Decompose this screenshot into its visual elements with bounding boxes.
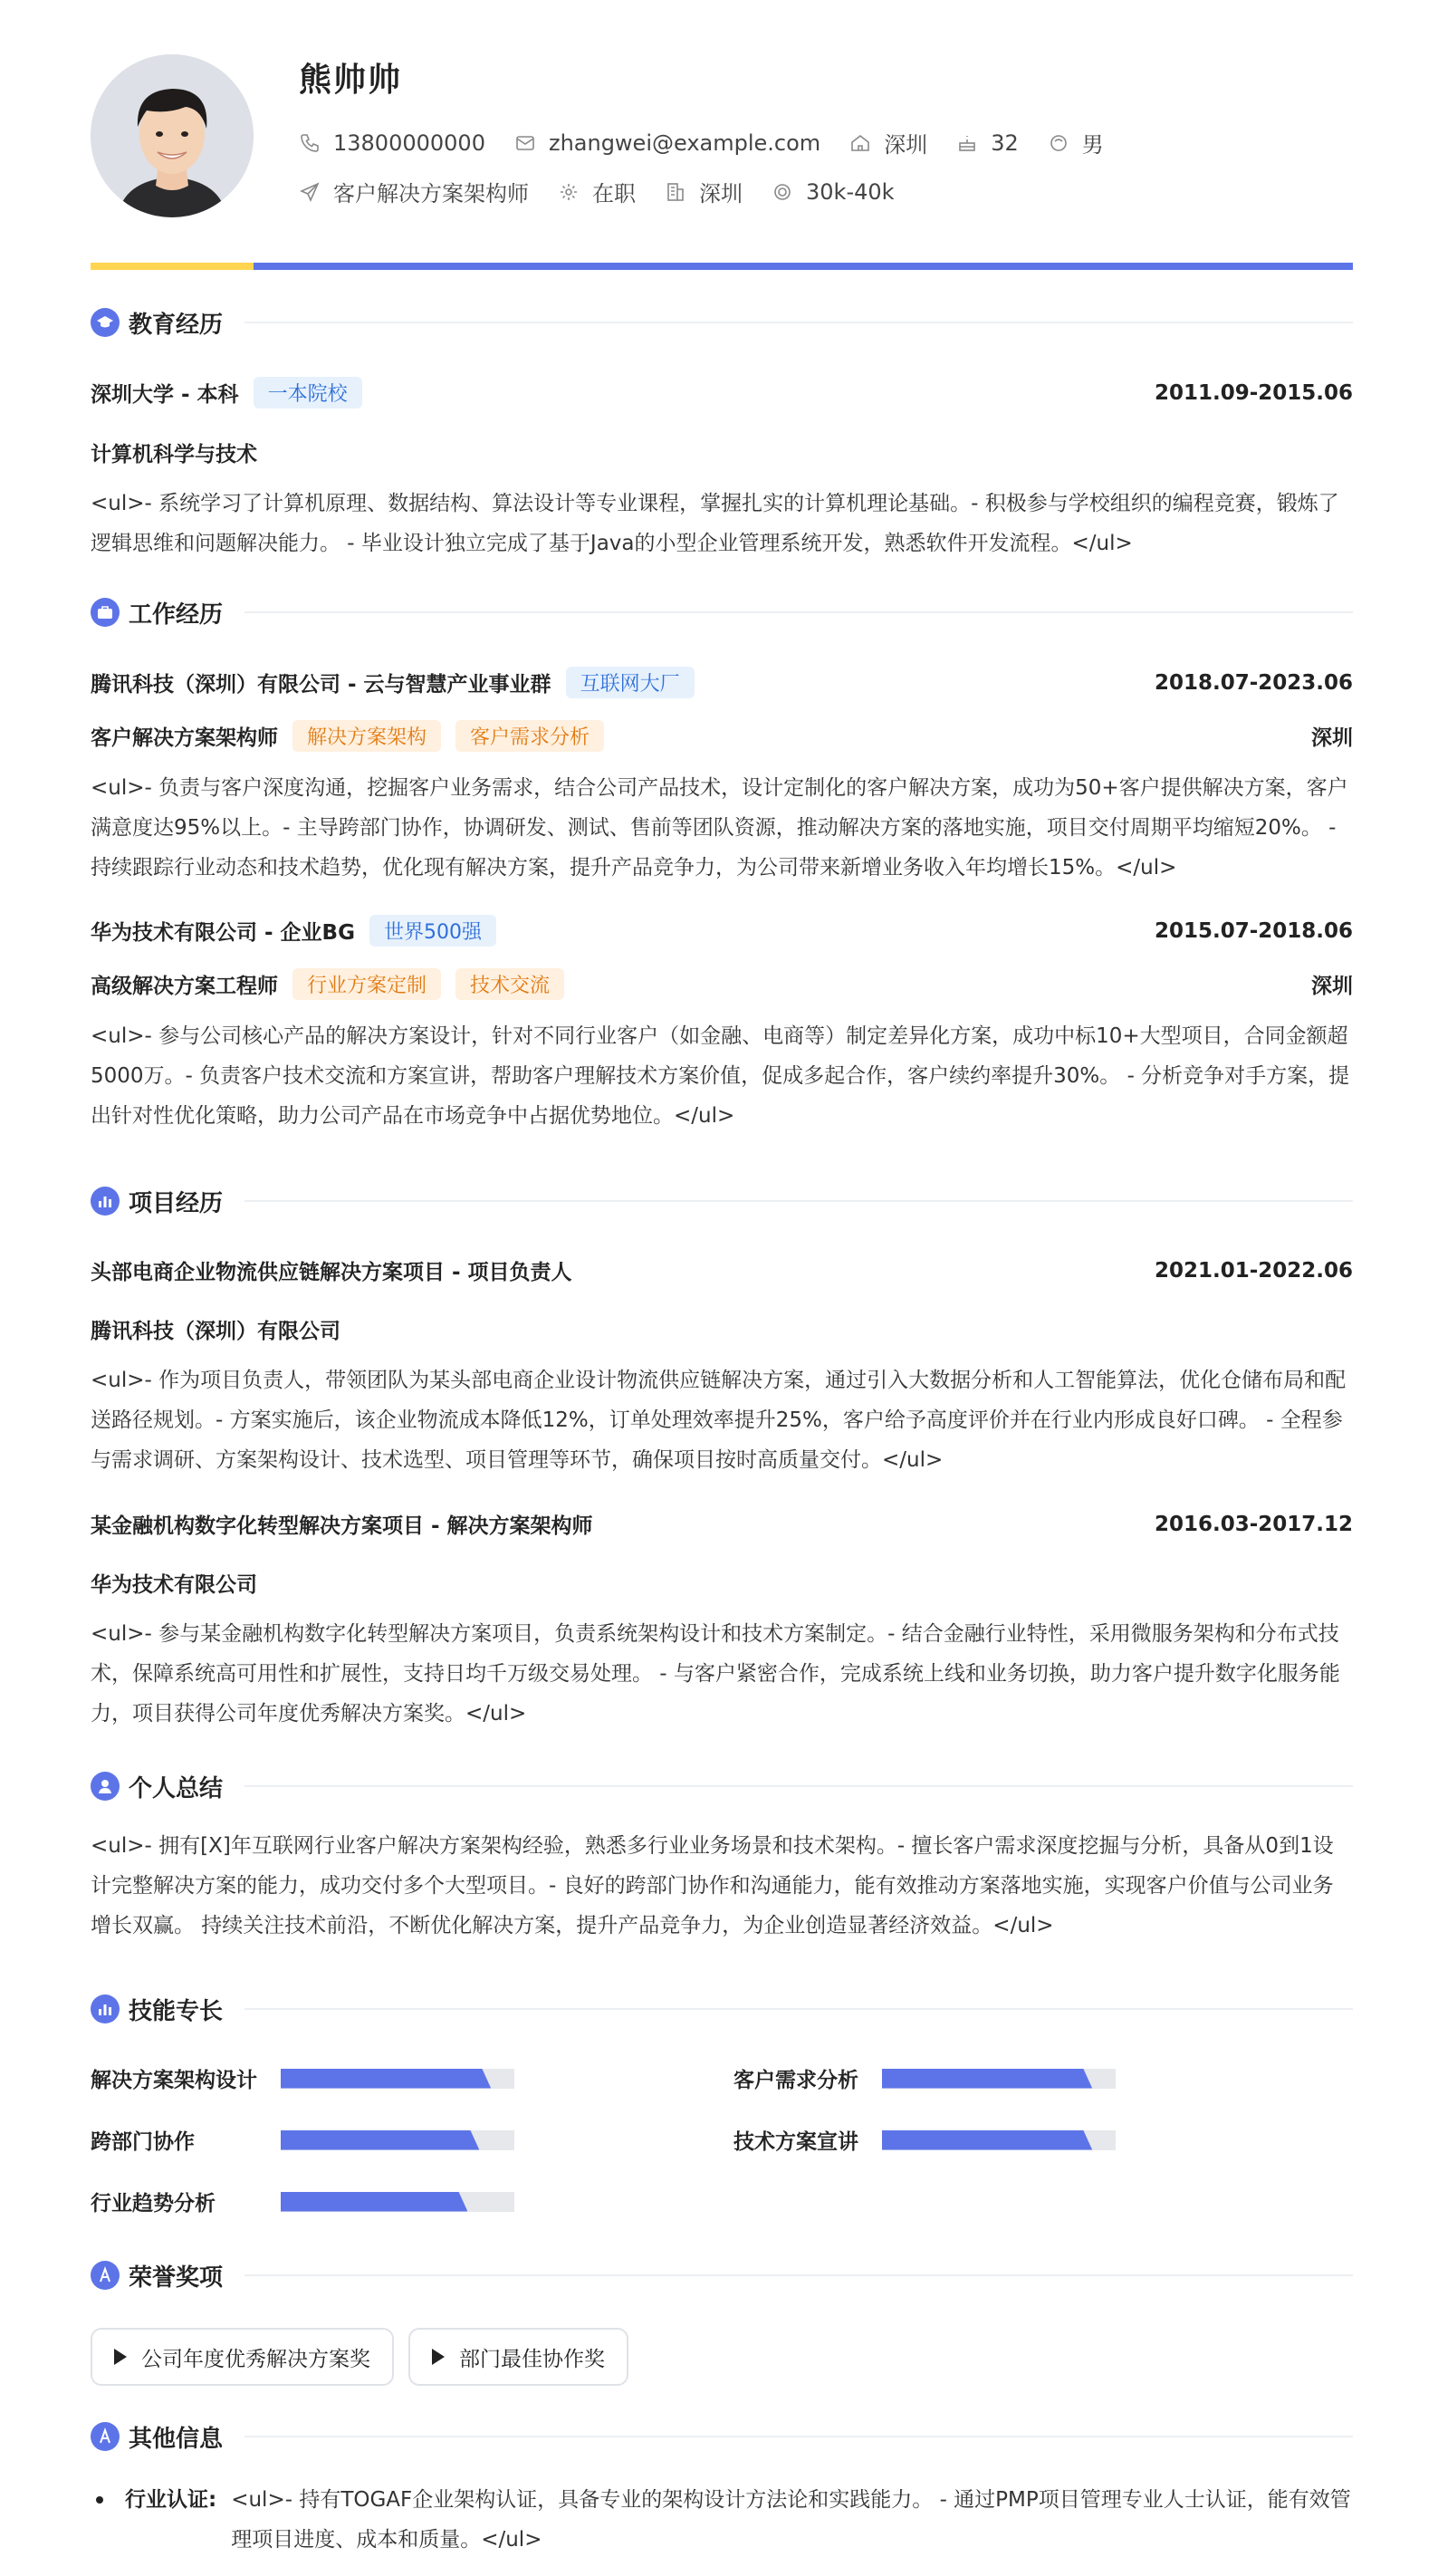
skills-section [91,1991,1353,2226]
work-location: 深圳 [1311,975,1353,998]
projects-section [91,1183,1353,1734]
work-description: <ul>- 负责与客户深度沟通，挖掘客户业务需求，结合公司产品技术，设计定制化的客户解决方案，成功为50+客户提供解决方案，客户满意度达95%以上。- 主导跨部门协作，协调研发、测试、售前等团队资源，推动解决方案的落地实施，项目交付周期平均缩短20%。 - 持续跟踪行业动态和技术趋势，优化现有解决方案，提升产品竞争力，为公司带来新增业务收入年均增长15%。</ul> [91,776,1348,879]
project-description: <ul>- 参与某金融机构数字化转型解决方案项目，负责系统架构设计和技术方案制定。- 结合金融行业特性，采用微服务架构和分布式技术，保障系统高可用性和扩展性，支持日均千万级交易处理。 - 与客户紧密合作，完成系统上线和业务切换，助力客户提升数字化服务能力，项目获得公司年度优秀解决方案奖。</ul> [91,1622,1340,1725]
skill-item [91,2187,514,2216]
skill-item [733,2125,1116,2155]
project-period: 2021.01-2022.06 [1154,1258,1353,1283]
building-icon [665,181,686,203]
bullet-icon [96,2496,103,2504]
skill-bar [281,2192,514,2212]
work-location: 深圳 [1311,726,1353,750]
work-period: 2015.07-2018.06 [1154,918,1353,943]
send-icon [299,181,321,203]
major: 计算机科学与技术 [91,443,257,466]
email-item [514,130,820,156]
cake-icon [956,132,978,154]
skill-name: 解决方案架构设计 [91,2069,257,2092]
awards-section [91,2257,1353,2386]
skill-bar [882,2069,1116,2089]
candidate-name: 熊帅帅 [299,62,403,99]
target-city-item [665,176,743,207]
education-section [91,304,1353,563]
email-text: zhangwei@example.com [548,130,821,156]
home-icon [849,132,871,154]
summary-text: <ul>- 拥有[X]年互联网行业客户解决方案架构经验，熟悉多行业业务场景和技术架构。- 擅长客户需求深度挖掘与分析，具备从0到1设计完整解决方案的能力，成功交付多个大型项目。- 良好的跨部门协作和沟通能力，能有效推动方案落地实施，实现客户价值与公司业务增长双赢。 持续关注技术前沿，不断优化解决方案，提升产品竞争力，为企业创造显著经济效益。</ul> [91,1834,1334,1937]
phone-item [299,130,485,156]
education-period: 2011.09-2015.06 [1154,380,1353,405]
user-icon [91,1772,120,1801]
awards-list [91,2328,1353,2386]
project-description: <ul>- 作为项目负责人，带领团队为某头部电商企业设计物流供应链解决方案，通过引入大数据分析和人工智能算法，优化仓储布局和配送路径规划。- 方案实施后，该企业物流成本降低12%，订单处理效率提升25%，客户给予高度评价并在行业内形成良好口碑。 - 全程参与需求调研、方案架构设计、技术选型、项目管理等环节，确保项目按时高质量交付。</ul> [91,1369,1347,1472]
project-header [91,1255,1353,1285]
work-description: <ul>- 参与公司核心产品的解决方案设计，针对不同行业客户（如金融、电商等）制定差异化方案，成功中标10+大型项目，合同金额超5000万。- 负责客户技术交流和方案宣讲，帮助客户理解技术方案价值，促成多起合作，客户续约率提升30%。 - 分析竞争对手方案，提出针对性优化策略，助力公司产品在市场竞争中占据优势地位。</ul> [91,1024,1350,1128]
project-period: 2016.03-2017.12 [1154,1512,1353,1536]
section-title: 荣誉奖项 [129,2264,224,2292]
section-title: 其他信息 [129,2425,224,2453]
status-text: 在职 [592,181,636,207]
skill-tag: 行业方案定制 [292,968,441,1000]
work-period: 2018.07-2023.06 [1154,670,1353,695]
position-text: 客户解决方案架构师 [333,181,529,207]
skill-bar [882,2130,1116,2150]
graduation-cap-icon [91,308,120,337]
play-icon [432,2349,445,2365]
project-company-row [91,1568,1353,1598]
phone-text: 13800000000 [333,130,485,156]
coin-icon [772,181,793,203]
section-title: 个人总结 [129,1774,224,1802]
target-city-text: 深圳 [699,181,743,207]
school-tag: 一本院校 [254,377,362,409]
award-icon [91,2422,120,2451]
work-entry-header [91,667,1353,698]
job-intent-row [299,176,924,207]
company-tag: 世界500强 [369,915,496,947]
company-name: 腾讯科技（深圳）有限公司 - 云与智慧产业事业群 [91,673,551,697]
education-description: <ul>- 系统学习了计算机原理、数据结构、算法设计等专业课程，掌握扎实的计算机理论基础。- 积极参与学校组织的编程竞赛，锻炼了逻辑思维和问题解决能力。 - 毕业设计独立完成了基于Java的小型企业管理系统开发，熟悉软件开发流程。</ul> [91,492,1339,555]
status-item [558,176,636,207]
skill-tag: 解决方案架构 [292,720,441,752]
job-title: 高级解决方案工程师 [91,975,278,998]
company-tag: 互联网大厂 [566,667,695,698]
skill-item [733,2063,1116,2093]
skill-bar-fill [281,2130,479,2150]
work-role-row [91,968,1353,1000]
phone-icon [299,132,321,154]
position-item [299,176,529,207]
skill-name: 行业趋势分析 [91,2192,216,2216]
skill-bar [281,2069,514,2089]
gender-text: 男 [1081,132,1104,158]
other-section [91,2418,1353,2560]
resume-header [91,54,1353,254]
section-title: 工作经历 [129,601,224,629]
skill-bar-fill [281,2192,467,2212]
skill-bar-fill [882,2130,1092,2150]
project-company: 腾讯科技（深圳）有限公司 [91,1320,340,1343]
project-name: 头部电商企业物流供应链解决方案项目 - 项目负责人 [91,1261,572,1284]
gender-item [1048,127,1104,159]
city-text: 深圳 [884,132,928,158]
age-item [956,130,1019,156]
award-label: 部门最佳协作奖 [459,2347,605,2371]
school-name: 深圳大学 - 本科 [91,383,239,407]
award-item [91,2328,394,2386]
bar-chart-icon [91,1994,120,2023]
work-section [91,594,1353,1136]
project-company-row [91,1314,1353,1344]
other-item [91,2480,1353,2560]
skill-name: 技术方案宣讲 [733,2130,858,2154]
section-title: 技能专长 [129,1997,224,2025]
other-value: <ul>- 持有TOGAF企业架构认证，具备专业的架构设计方法论和实践能力。 - 通过PMP项目管理专业人士认证，能有效管理项目进度、成本和质量。</ul> [231,2488,1351,2552]
mail-icon [514,132,536,154]
award-icon [91,2261,120,2290]
work-role-row [91,720,1353,752]
skill-item [91,2125,514,2155]
skill-bar-fill [281,2069,491,2089]
project-name: 某金融机构数字化转型解决方案项目 - 解决方案架构师 [91,1514,593,1538]
summary-section [91,1768,1353,1946]
skill-item [91,2063,514,2093]
city-item [849,127,927,159]
gender-icon [1048,132,1069,154]
skill-tag: 客户需求分析 [455,720,604,752]
award-item [408,2328,628,2386]
salary-text: 30k-40k [806,178,895,205]
skill-tag: 技术交流 [455,968,564,1000]
project-company: 华为技术有限公司 [91,1573,257,1597]
avatar [91,54,254,217]
briefcase-icon [91,598,120,627]
skill-bar-fill [882,2069,1092,2089]
header-divider [91,263,1353,270]
award-label: 公司年度优秀解决方案奖 [141,2347,370,2371]
gear-icon [558,181,580,203]
skill-name: 跨部门协作 [91,2130,195,2154]
skill-bar [281,2130,514,2150]
major-row [91,437,1353,467]
company-name: 华为技术有限公司 - 企业BG [91,921,355,945]
age-text: 32 [991,130,1019,156]
education-entry [91,377,1353,409]
job-title: 客户解决方案架构师 [91,726,278,750]
work-entry-header [91,915,1353,947]
play-icon [114,2349,127,2365]
contact-row [299,127,1133,159]
project-header [91,1509,1353,1539]
skill-name: 客户需求分析 [733,2069,858,2092]
section-title: 教育经历 [129,311,224,339]
salary-item [772,179,895,205]
bar-chart-icon [91,1187,120,1216]
section-title: 项目经历 [129,1189,224,1217]
other-key: 行业认证: [125,2488,217,2512]
